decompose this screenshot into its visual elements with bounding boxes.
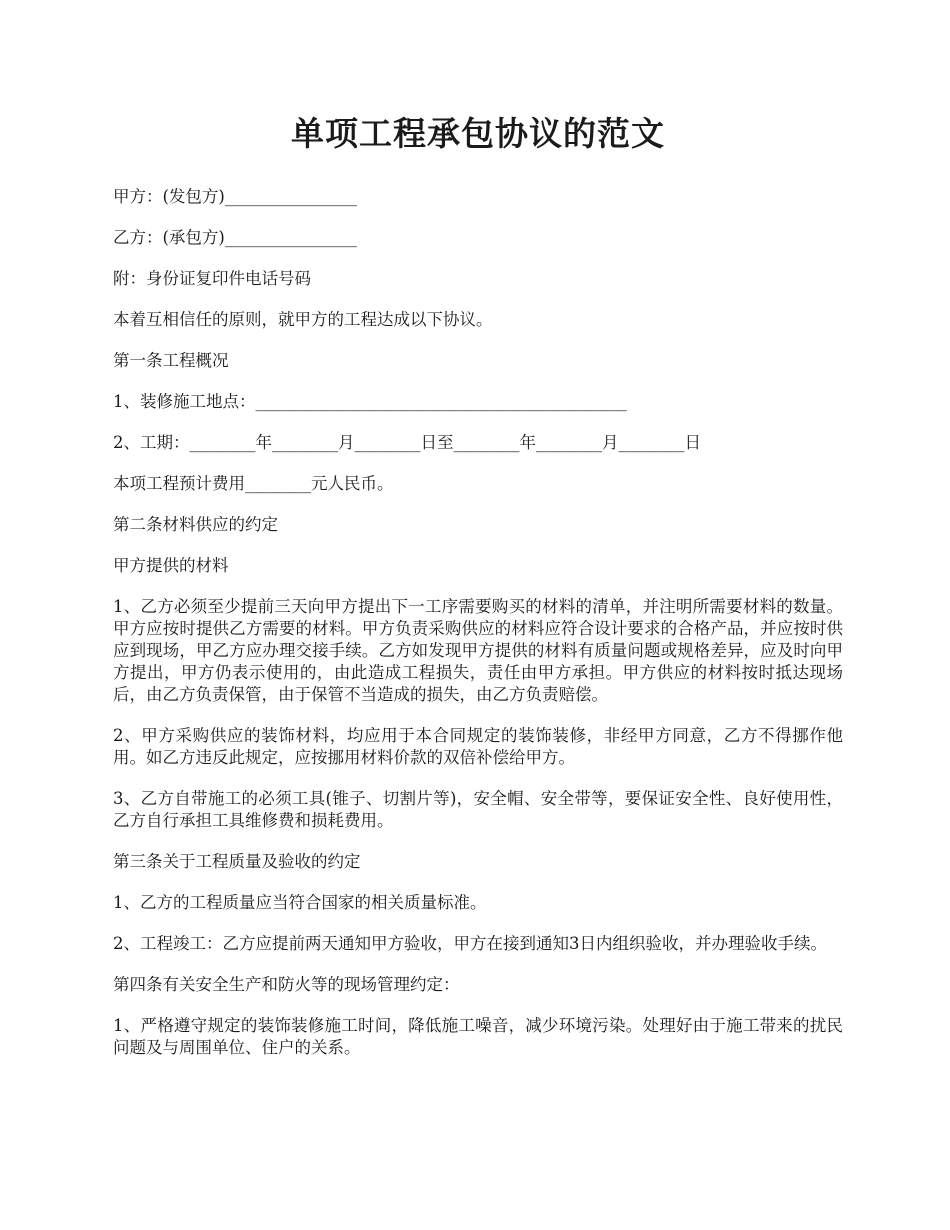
schedule-line: 2、工期：________年________月________日至________年________月________日 (113, 433, 701, 452)
preamble: 本着互相信任的原则，就甲方的工程达成以下协议。 (113, 310, 493, 329)
document-page (113, 112, 843, 1078)
document-title: 单项工程承包协议的范文 (291, 114, 665, 153)
cost-line: 本项工程预计费用________元人民币。 (113, 474, 394, 493)
article-3-heading: 第三条关于工程质量及验收的约定 (113, 852, 361, 871)
materials-clause-3: 3、乙方自带施工的必须工具(锥子、切割片等)，安全帽、安全带等，要保证安全性、良好使用性，乙方自行承担工具维修费和损耗费用。 (113, 789, 843, 830)
attachment-line: 附：身份证复印件电话号码 (113, 269, 311, 288)
safety-clause-1: 1、严格遵守规定的装饰装修施工时间，降低施工噪音，减少环境污染。处理好由于施工带来的扰民问题及与周围单位、住户的关系。 (113, 1016, 843, 1057)
party-a-materials-heading: 甲方提供的材料 (113, 556, 229, 575)
article-4-heading: 第四条有关安全生产和防火等的现场管理约定： (113, 975, 460, 994)
article-1-heading: 第一条工程概况 (113, 351, 229, 370)
article-2-heading: 第二条材料供应的约定 (113, 515, 278, 534)
site-location-line: 1、装修施工地点：_____________________________________________ (113, 392, 627, 411)
materials-clause-2: 2、甲方采购供应的装饰材料，均应用于本合同规定的装饰装修，非经甲方同意，乙方不得挪作他用。如乙方违反此规定，应按挪用材料价款的双倍补偿给甲方。 (113, 726, 843, 767)
quality-clause-1: 1、乙方的工程质量应当符合国家的相关质量标准。 (113, 893, 487, 912)
materials-clause-1: 1、乙方必须至少提前三天向甲方提出下一工序需要购买的材料的清单，并注明所需要材料的数量。甲方应按时提供乙方需要的材料。甲方负责采购供应的材料应符合设计要求的合格产品，并应按时供应到现场，甲乙方应办理交接手续。乙方如发现甲方提供的材料有质量问题或规格差异，应及时向甲方提出，甲方仍表示使用的，由此造成工程损失，责任由甲方承担。甲方供应的材料按时抵达现场后，由乙方负责保管，由于保管不当造成的损失，由乙方负责赔偿。 (113, 597, 843, 704)
party-b-line: 乙方：(承包方)________________ (113, 228, 357, 247)
quality-clause-2: 2、工程竣工：乙方应提前两天通知甲方验收，甲方在接到通知3日内组织验收，并办理验收手续。 (113, 934, 827, 953)
party-a-line: 甲方：(发包方)________________ (113, 187, 357, 206)
